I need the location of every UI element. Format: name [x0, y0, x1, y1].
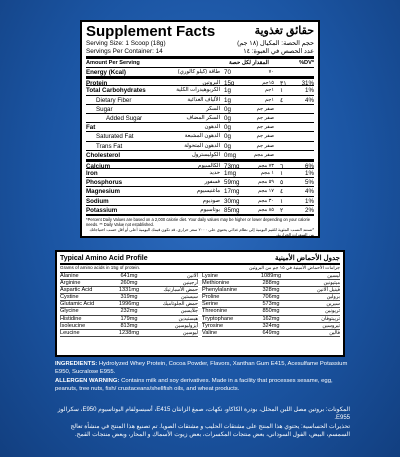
amino-name-ar: ثريونين — [325, 308, 340, 315]
nutrient-amount: 30mg — [224, 197, 240, 205]
amino-name: Phenylalanine — [202, 286, 238, 293]
nutrient-row — [86, 131, 314, 140]
nutrient-dv-cell — [274, 123, 314, 131]
nutrient-name-ar: الدهون — [204, 124, 220, 131]
nutrient-name-cell — [86, 206, 224, 214]
nutrient-name-ar: ماغنيسيوم — [196, 188, 220, 195]
nutrient-name-ar: البروتين — [202, 80, 220, 86]
amino-name-ar: حمض الأسبارتيك — [163, 286, 198, 293]
nutrient-row — [86, 95, 314, 104]
nutrient-row — [86, 186, 314, 195]
nutrient-row — [86, 141, 314, 150]
nutrient-name: Sodium — [86, 197, 109, 205]
amino-column-right — [202, 273, 340, 338]
amino-value: 641mg — [120, 272, 138, 279]
nutrient-amount-ar: ٧٠ — [268, 69, 274, 75]
nutrient-amount-cell — [224, 132, 274, 140]
ingredients-block — [55, 360, 350, 394]
nutrient-amount: 59mg — [224, 179, 240, 187]
amino-name-ar: حمض الجلوتاميك — [162, 301, 198, 308]
nutrient-amount: 73mg — [224, 162, 240, 169]
amino-row — [202, 287, 340, 294]
amino-value: 1238mg — [118, 330, 140, 336]
nutrient-amount: 0g — [224, 114, 231, 122]
nutrient-name: Dietary Fiber — [96, 96, 132, 104]
nutrient-name-ar: الدهون المتحولة — [184, 142, 220, 149]
amino-name-ar: أرجينين — [182, 279, 198, 286]
amino-name-ar: برولين — [326, 294, 340, 301]
amino-value: 179mg — [120, 315, 138, 322]
nutrient-amount-cell — [224, 68, 274, 76]
amino-value: 324mg — [262, 322, 280, 329]
nutrient-amount: 1mg — [224, 170, 237, 178]
amino-value: 328mg — [262, 286, 280, 293]
nutrient-row — [86, 113, 314, 122]
nutrient-dv-cell — [274, 96, 314, 104]
amino-name: Glutamic Acid — [60, 301, 95, 308]
footnote-en: *Percent Daily Values are based on a 2,000 calorie diet. Your daily values may be higher or lower depending on your calorie needs. ** Daily Value not established. — [86, 217, 311, 227]
amino-name-ar: ألانين — [187, 272, 198, 279]
amino-value: 288mg — [262, 279, 280, 286]
nutrient-amount-cell — [224, 105, 274, 113]
nutrient-row — [86, 196, 314, 205]
nutrient-amount-cell — [224, 178, 274, 186]
nutrient-name: Energy (Kcal) — [86, 69, 126, 76]
allergen-line — [55, 377, 350, 394]
nutrient-dv-cell — [274, 206, 314, 214]
nutrient-name-cell — [86, 142, 224, 150]
nutrient-name-cell — [86, 162, 224, 168]
amino-row — [60, 273, 198, 280]
nutrient-amount-ar: ١٥جم — [262, 80, 274, 86]
nutrient-dv-ar: ٢ — [280, 206, 284, 214]
nutrient-amount: 1g — [224, 87, 231, 95]
amino-row — [60, 280, 198, 287]
amino-name: Leucine — [60, 330, 80, 336]
facts-title: Supplement Facts — [86, 23, 216, 40]
nutrient-name: Calcium — [86, 162, 111, 169]
amino-grid — [60, 273, 340, 338]
nutrient-dv-cell — [274, 169, 314, 177]
nutrient-dv-cell — [274, 105, 314, 113]
amino-value: 706mg — [262, 294, 280, 301]
amino-row — [60, 316, 198, 323]
nutrient-amount: 85mg — [224, 206, 240, 214]
amino-row — [202, 294, 340, 301]
nutrient-amount-cell — [224, 162, 274, 168]
nutrient-name-cell — [86, 68, 224, 76]
nutrient-amount: 0g — [224, 105, 231, 113]
amino-name-ar: سيرين — [326, 301, 340, 308]
amino-value: 319mg — [120, 294, 138, 301]
nutrient-amount-cell — [224, 86, 274, 94]
servings-row — [86, 48, 314, 56]
nutrient-amount-ar: ٥٩ مجم — [258, 179, 274, 186]
nutrient-dv-cell — [274, 162, 314, 168]
nutrient-amount-cell — [224, 96, 274, 104]
nutrient-dv-cell — [274, 178, 314, 186]
amino-name-ar: فينيل ألانين — [316, 286, 340, 293]
nutrient-amount-ar: ٧٣ مجم — [258, 162, 274, 169]
facts-title-ar: حقائق تغذوية — [254, 25, 314, 37]
nutrient-name: Magnesium — [86, 188, 121, 196]
nutrient-name-cell — [86, 187, 224, 195]
nutrient-amount: 0g — [224, 142, 231, 150]
amino-grams-ar: جرامات الأحماض الأمينية في ١٥ جم من البروتين — [249, 265, 340, 270]
nutrient-amount: 17mg — [224, 188, 240, 196]
amino-name: Aspartic Acid — [60, 286, 93, 293]
amino-name: Arginine — [60, 279, 81, 286]
nutrient-name: Total Carbohydrates — [86, 87, 146, 95]
allergen-text: Contains milk and soy derivatives. Made in a facility that processes sesame, egg, peanuts, tree nuts, fish/ crustaceans/shellfish oils, and wheat products. — [55, 377, 333, 393]
facts-header — [86, 24, 314, 40]
nutrient-dv-ar: ٥ — [280, 179, 284, 187]
amino-name-ar: ليسين — [327, 272, 340, 279]
amino-name: Lysine — [202, 272, 218, 279]
nutrient-row — [86, 76, 314, 85]
amino-column-left — [60, 273, 198, 338]
amino-name: Histidine — [60, 315, 82, 322]
footnote-ar: *تستند النسب المئوية للقيم اليومية إلى نظام غذائي يحتوي على ٢٠٠٠ سعر حراري. قد تكون قيمك اليومية أعلى أو أقل حسب احتياجاتك من السعرات الحرارية. — [89, 227, 314, 237]
amino-name: Glycine — [60, 308, 79, 315]
amino-value: 232mg — [120, 308, 138, 315]
amino-row — [202, 301, 340, 308]
nutrient-dv: 1% — [305, 197, 314, 205]
nutrient-amount: 70 — [224, 69, 231, 76]
nutrient-row — [86, 85, 314, 94]
allergen-label: ALLERGEN WARNING: — [55, 377, 120, 384]
nutrient-dv: 4% — [305, 96, 314, 104]
amino-grams: Grams of amino acids in 15g of protein. — [60, 265, 141, 270]
nutrient-dv-ar: ٦ — [280, 162, 284, 169]
nutrient-row — [86, 177, 314, 186]
nutrient-amount: 1g — [224, 96, 231, 104]
nutrient-dv: 4% — [305, 188, 314, 196]
nutrient-name: Fat — [86, 124, 96, 132]
nutrient-name: Protein — [86, 80, 108, 86]
nutrient-dv-cell — [274, 151, 314, 159]
allergen-ar: تحذيرات الحساسية: يحتوي هذا المنتج على مشتقات الحليب و مشتقات الصويا. تم تصنيع هذا المنتج في منشأة تعالج السمسم، البيض، الفول السوداني، بعض منتجات المكسرات، بعض زيوت الأسماك و المحار، وبعض منتجات القمح. — [70, 423, 350, 439]
nutrient-dv-cell — [274, 197, 314, 205]
nutrient-name-ar: الكوليسترول — [191, 151, 220, 158]
nutrient-dv: 1% — [305, 87, 314, 95]
dv-label: %DV* — [299, 60, 314, 66]
amino-value: 649mg — [262, 330, 280, 336]
ingredients-ar: المكونات: بروتين مصل اللبن المحلل، بودرة الكاكاو، نكهات، صمغ الزانثان E415، أسيسولفام البوتاسيوم E950، سكرالوز E955. — [57, 407, 350, 422]
nutrient-amount: 0g — [224, 133, 231, 141]
amino-name: Methionine — [202, 279, 230, 286]
nutrient-name-ar: بوتاسيوم — [200, 206, 220, 213]
serving-size-row — [86, 40, 314, 48]
nutrient-dv-ar: ١ — [280, 170, 284, 178]
amino-value: 162mg — [262, 315, 280, 322]
amino-value: 1996mg — [118, 301, 140, 308]
nutrient-amount-cell — [224, 197, 274, 205]
amino-name-ar: تيروسين — [322, 322, 340, 329]
amino-row — [60, 287, 198, 294]
serving-size-ar: حجم الحصة: المكيال (١٨ جم) — [237, 40, 314, 47]
amino-row — [202, 280, 340, 287]
nutrient-row — [86, 159, 314, 168]
nutrient-dv-ar: ٤ — [280, 188, 284, 196]
nutrient-dv: 5% — [305, 179, 314, 187]
nutrient-name: Iron — [86, 170, 98, 178]
nutrient-dv-cell — [274, 114, 314, 122]
nutrient-name-ar: السكر — [206, 105, 220, 112]
nutrient-amount-cell — [224, 123, 274, 131]
nutrient-amount-ar: صفر جم — [256, 114, 274, 121]
amino-title: Typical Amino Acid Profile — [60, 255, 148, 262]
amino-row — [202, 273, 340, 280]
ingredients-text: Hydrolyzed Whey Protein, Cocoa Powder, Flavors, Xanthan Gum E415, Acesulfame Potassium E950, Sucralose E955. — [55, 361, 348, 376]
divider — [86, 56, 314, 59]
amino-name: Proline — [202, 294, 220, 301]
nutrient-dv-cell — [274, 187, 314, 195]
nutrient-dv-cell — [274, 132, 314, 140]
nutrient-dv-ar: ٤ — [280, 96, 284, 104]
nutrient-amount-cell — [224, 79, 274, 85]
amino-value: 260mg — [120, 279, 138, 286]
nutrient-name-ar: فسفور — [204, 179, 220, 186]
amino-title-ar: جدول الأحماض الأمينية — [274, 255, 340, 262]
nutrient-amount-ar: صفر جم — [256, 133, 274, 140]
nutrient-amount-ar: صفر جم — [256, 105, 274, 112]
nutrient-name-cell — [86, 105, 224, 113]
amino-row — [60, 308, 198, 315]
amino-name-ar: سيستين — [181, 294, 198, 301]
amino-value: 573mg — [262, 301, 280, 308]
nutrient-name-ar: السكر المضاف — [186, 114, 220, 121]
ingredients-line — [55, 360, 350, 377]
nutrient-name-ar: الدهون المشبعة — [184, 133, 220, 140]
servings-per-container: Servings Per Container: 14 — [86, 47, 163, 55]
amino-name-ar: ليوسين — [182, 330, 198, 336]
nutrient-name-cell — [86, 96, 224, 104]
nutrient-dv: 1% — [305, 170, 314, 178]
amino-row — [202, 323, 340, 330]
nutrient-dv: 2% — [305, 206, 314, 214]
nutrient-name-cell — [86, 123, 224, 131]
nutrient-dv-ar: ١ — [280, 87, 284, 95]
ingredients-label: INGREDIENTS: — [55, 361, 98, 367]
nutrient-name: Saturated Fat — [96, 133, 134, 141]
amino-value: 850mg — [262, 308, 280, 315]
amino-row — [60, 323, 198, 330]
facts-column-header — [86, 60, 314, 67]
amino-name-ar: ميثيونين — [323, 279, 340, 286]
nutrient-amount-ar: ١ مجم — [260, 170, 274, 177]
nutrient-row — [86, 67, 314, 76]
nutrient-dv-cell — [274, 86, 314, 94]
nutrient-amount-cell — [224, 206, 274, 214]
amino-name: Tryptophane — [202, 315, 234, 322]
nutrient-name-cell — [86, 151, 224, 159]
nutrient-name-cell — [86, 197, 224, 205]
nutrient-name-ar: الكالسيوم — [198, 162, 220, 169]
nutrient-name-cell — [86, 86, 224, 94]
nutrient-dv-cell — [274, 68, 314, 76]
amount-per-serving-ar: المقدار لكل حصة — [229, 60, 269, 66]
amino-name-ar: هيستيدين — [178, 315, 198, 322]
nutrient-name: Cholesterol — [86, 151, 121, 159]
nutrient-name-cell — [86, 132, 224, 140]
amino-name-ar: أيزوليوسين — [174, 322, 198, 329]
nutrient-amount-cell — [224, 142, 274, 150]
nutrient-dv: 6% — [305, 162, 314, 169]
amino-name-ar: فالين — [329, 330, 340, 336]
amino-value: 1089mg — [260, 272, 282, 279]
servings-per-container-ar: عدد الحصص في العبوة: ١٤ — [243, 47, 314, 55]
nutrient-amount-ar: ١جم — [264, 96, 274, 103]
nutrient-name: Phosphorus — [86, 179, 123, 187]
amino-name: Isoleucine — [60, 322, 86, 329]
amino-row — [60, 294, 198, 301]
nutrient-name: Trans Fat — [96, 142, 123, 150]
nutrient-amount-ar: صفر مجم — [253, 151, 274, 158]
nutrient-row — [86, 122, 314, 131]
amino-acid-panel — [55, 250, 345, 357]
amino-header — [60, 254, 340, 265]
nutrient-amount: 0mg — [224, 151, 237, 159]
amino-row — [202, 308, 340, 315]
nutrient-name-cell — [86, 114, 224, 122]
nutrient-dv-cell — [274, 142, 314, 150]
amino-row — [202, 330, 340, 337]
amino-value: 1331mg — [118, 286, 140, 293]
amino-name-ar: جلايسين — [180, 308, 198, 315]
nutrient-dv-ar: ١ — [280, 197, 284, 205]
supplement-facts-panel — [80, 20, 320, 238]
nutrient-amount: 15g — [224, 80, 235, 86]
nutrient-name: Added Sugar — [106, 114, 143, 122]
nutrient-name-ar: الألياف الغذائية — [187, 96, 220, 103]
nutrient-amount-ar: ١٧ مجم — [258, 188, 274, 195]
nutrient-name-cell — [86, 79, 224, 85]
nutrient-amount-cell — [224, 114, 274, 122]
nutrient-name-cell — [86, 178, 224, 186]
nutrient-name-ar: صوديوم — [202, 197, 220, 204]
amino-grams-row — [60, 265, 340, 273]
serving-size: Serving Size: 1 Scoop (18g) — [86, 40, 166, 47]
facts-footnote — [86, 214, 314, 237]
nutrient-amount-ar: ٨٥ مجم — [258, 206, 274, 213]
amount-per-serving-label: Amount Per Serving — [86, 60, 140, 66]
nutrient-name-cell — [86, 169, 224, 177]
nutrient-amount-ar: ١جم — [264, 87, 274, 94]
nutrient-amount: 0g — [224, 124, 231, 132]
nutrient-amount-ar: صفر جم — [256, 142, 274, 149]
amino-name-ar: تريبتوفان — [321, 315, 340, 322]
nutrient-name-ar: حديد — [209, 170, 220, 177]
amino-row — [60, 301, 198, 308]
amino-name: Serine — [202, 301, 219, 308]
nutrient-rows — [86, 67, 314, 214]
nutrient-amount-cell — [224, 169, 274, 177]
nutrient-dv: 31% — [301, 80, 314, 86]
nutrient-row — [86, 104, 314, 113]
amino-name: Tyrosine — [202, 322, 224, 329]
nutrient-name-ar: الكربوهيدرات الكلية — [176, 87, 220, 94]
nutrient-row — [86, 168, 314, 177]
ingredients-block-ar — [55, 406, 350, 440]
amino-value: 813mg — [120, 322, 138, 329]
nutrient-amount-cell — [224, 151, 274, 159]
nutrient-row — [86, 205, 314, 214]
nutrient-name: Sugar — [96, 105, 113, 113]
amino-name: Threonine — [202, 308, 228, 315]
amino-name: Valine — [202, 330, 218, 336]
nutrient-amount-ar: صفر جم — [256, 124, 274, 131]
nutrient-row — [86, 150, 314, 159]
nutrient-name-ar: طاقة (كيلو كالوري) — [177, 69, 220, 75]
nutrient-name: Potassium — [86, 206, 118, 214]
nutrient-dv-ar: ٣١ — [280, 80, 287, 86]
nutrient-dv-cell — [274, 79, 314, 85]
amino-name: Alanine — [60, 272, 79, 279]
nutrient-amount-cell — [224, 187, 274, 195]
amino-row — [60, 330, 198, 337]
nutrient-amount-ar: ٣٠ مجم — [258, 197, 274, 204]
amino-row — [202, 316, 340, 323]
amino-name: Cystine — [60, 294, 79, 301]
